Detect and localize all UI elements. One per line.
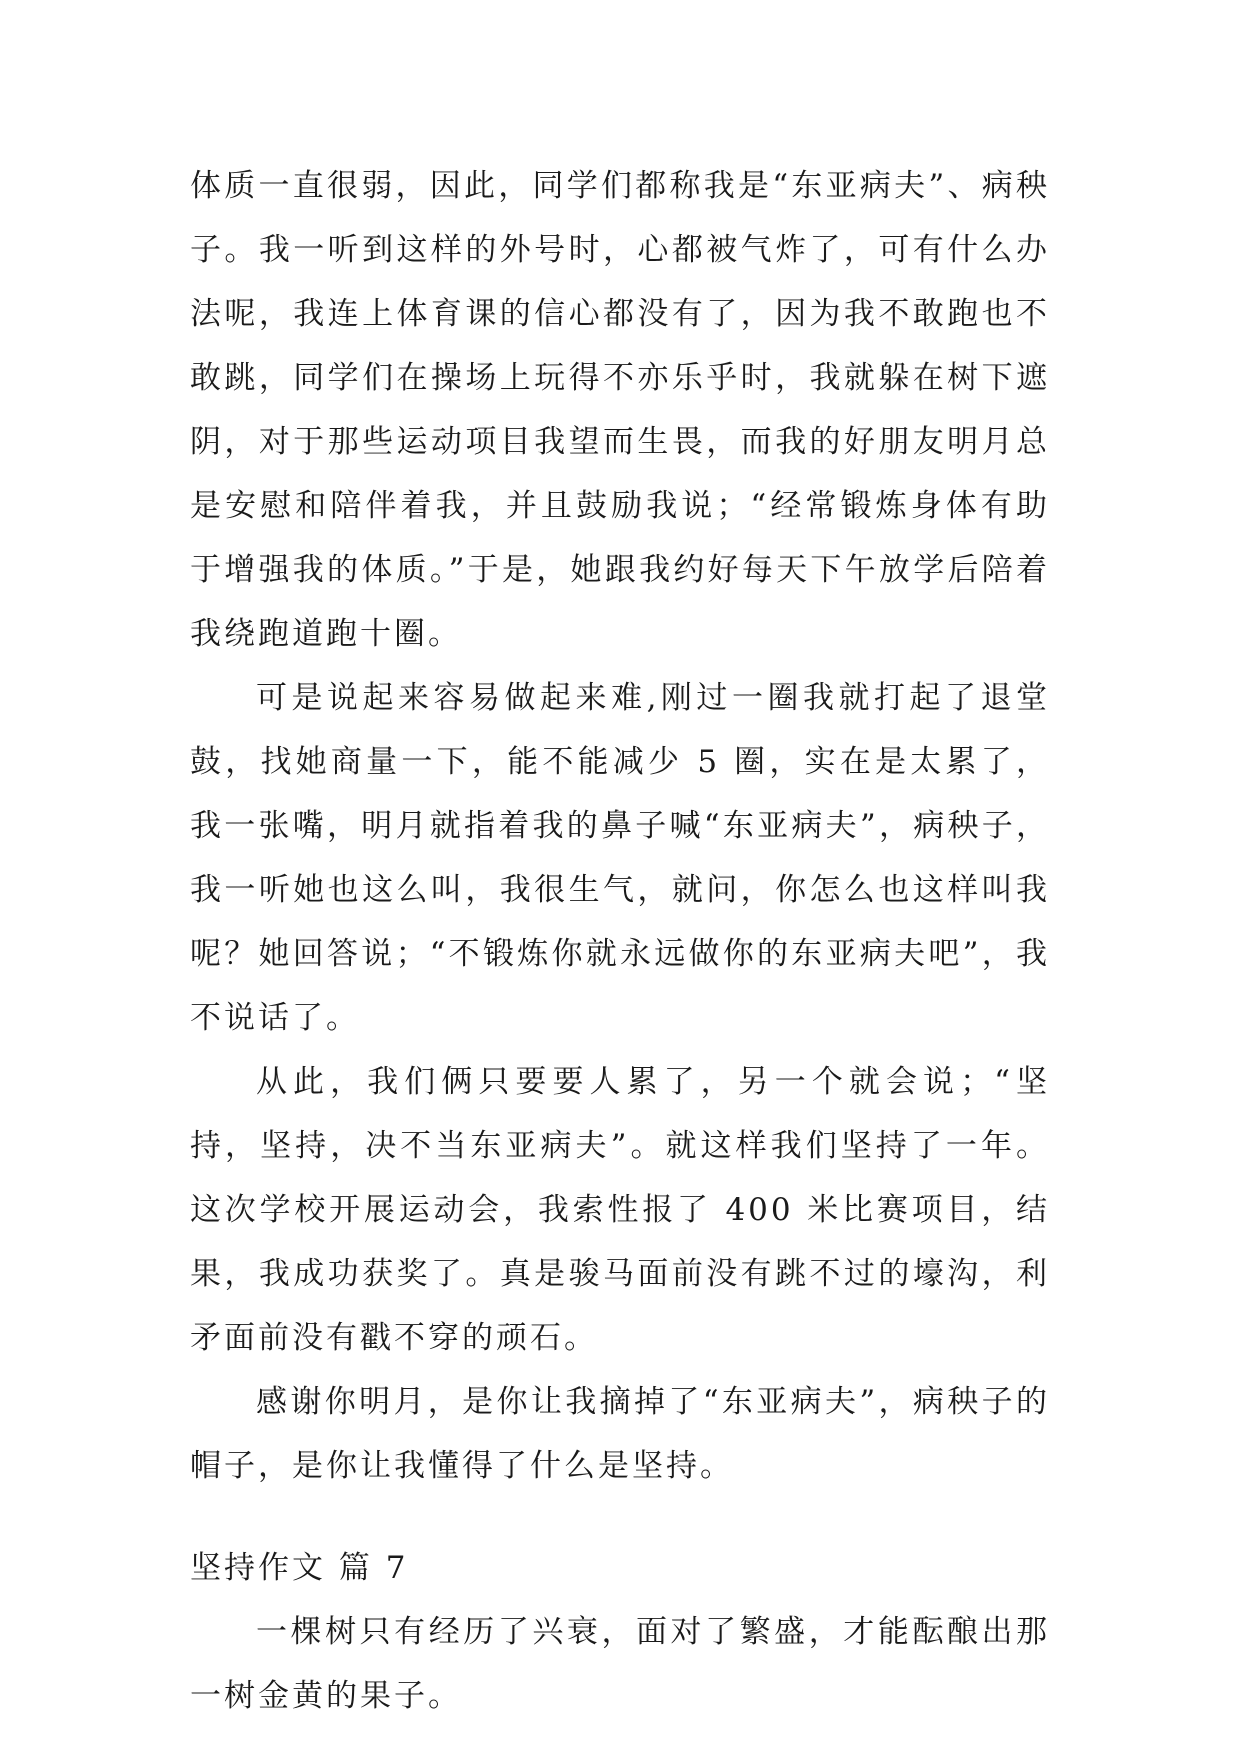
paragraph-4: 感谢你明月，是你让我摘掉了“东亚病夫”，病秧子的帽子，是你让我懂得了什么是坚持。 [190, 1384, 1050, 1484]
paragraph-1: 体质一直很弱，因此，同学们都称我是“东亚病夫”、病秧子。我一听到这样的外号时，心都被气炸了，可有什么办法呢，我连上体育课的信心都没有了，因为我不敢跑也不敢跳，同学们在操场上玩得不亦乐乎时，我就躲在树下遮阴，对于那些运动项目我望而生畏，而我的好朋友明月总是安慰和陪伴着我，并且鼓励我说；“经常锻炼身体有助于增强我的体质。”于是，她跟我约好每天下午放学后陪着我绕跑道跑十圈。 [190, 168, 1050, 652]
document-page [190, 154, 1050, 1728]
section-heading: 坚持作文 篇 7 [190, 1550, 409, 1586]
paragraph-2: 可是说起来容易做起来难,刚过一圈我就打起了退堂鼓，找她商量一下，能不能减少 5 圈，实在是太累了，我一张嘴，明月就指着我的鼻子喊“东亚病夫”，病秧子，我一听她也这么叫，我很生气，就问，你怎么也这样叫我呢？她回答说；“不锻炼你就永远做你的东亚病夫吧”，我不说话了。 [190, 680, 1050, 1036]
paragraph-3: 从此，我们俩只要要人累了，另一个就会说；“坚持，坚持，决不当东亚病夫”。就这样我们坚持了一年。这次学校开展运动会，我索性报了 400 米比赛项目，结果，我成功获奖了。真是骏马面前没有跳不过的壕沟，利矛面前没有戳不穿的顽石。 [190, 1064, 1050, 1356]
paragraph-5: 一棵树只有经历了兴衰，面对了繁盛，才能酝酿出那一树金黄的果子。 [190, 1614, 1050, 1714]
